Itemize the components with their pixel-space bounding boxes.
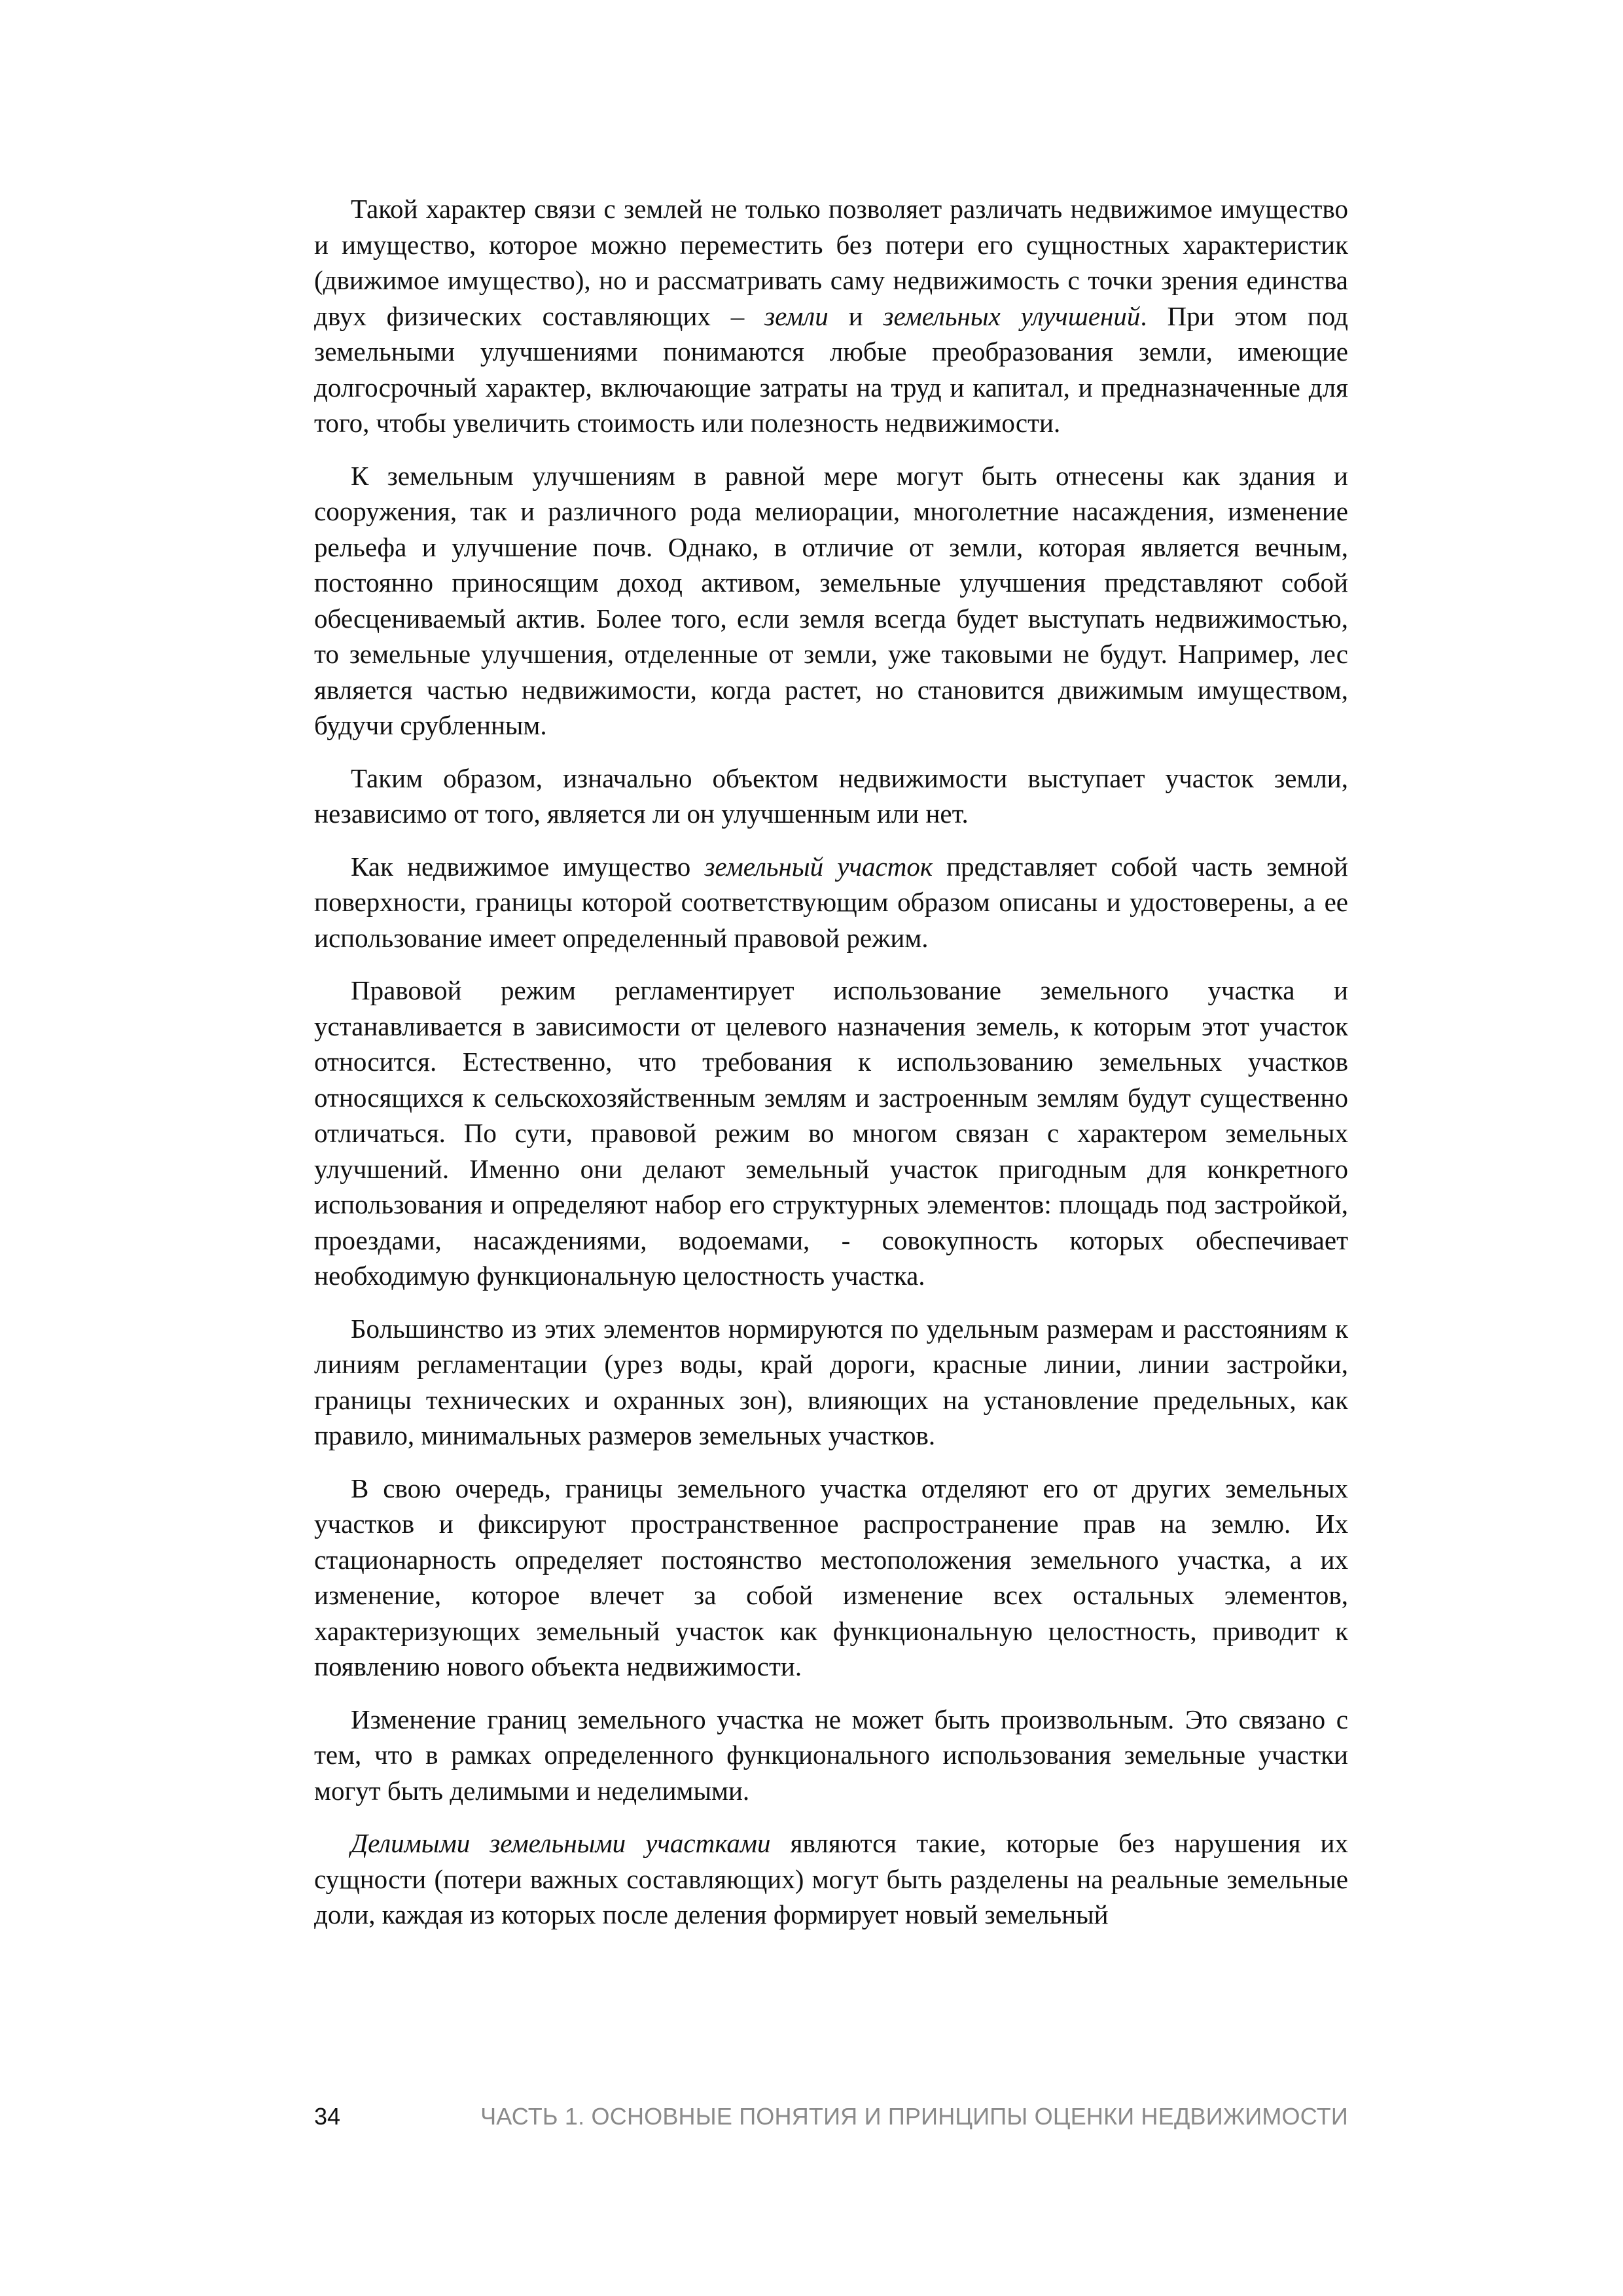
text-run: Такой характер связи с землей не только позволяет различать недвижимое имущество и имущество, которое можно переместить без потери его сущностных характеристик (движимое имущество), но и рассматривать саму недвижимость с точки зрения единства двух физических составляющих –: [314, 194, 1348, 331]
italic-term: земли: [764, 300, 829, 331]
page-footer: [314, 2103, 1348, 2142]
text-run: Большинство из этих элементов нормируются по удельным размерам и расстояниям к линиям регламентации (урез воды, край дороги, красные линии, линии застройки, границы технических и охранных зон), влияющих на установление предельных, как правило, минимальных размеров земельных участков.: [314, 1313, 1348, 1450]
paragraph: [314, 191, 1348, 441]
page-number: 34: [314, 2103, 341, 2130]
paragraph: [314, 1702, 1348, 1809]
paragraph: [314, 1471, 1348, 1685]
italic-term: земельных улучшений: [883, 300, 1141, 331]
paragraph: [314, 849, 1348, 956]
paragraph: [314, 973, 1348, 1294]
text-run: . При этом под земельными улучшениями понимаются любые преобразования земли, имеющие долгосрочный характер, включающие затраты на труд и капитал, и предназначенные для того, чтобы увеличить стоимость или полезность недвижимости.: [314, 300, 1348, 438]
text-run: являются такие, которые без нарушения их сущности (потери важных составляющих) могут быть разделены на реальные земельные доли, каждая из которых после деления формирует новый земельный: [314, 1828, 1348, 1929]
text-run: представляет собой часть земной поверхности, границы которой соответствующим образом описаны и удостоверены, а ее использование имеет определенный правовой режим.: [314, 851, 1348, 953]
text-run: и: [828, 300, 883, 331]
italic-term: Делимыми земельными участками: [351, 1828, 771, 1858]
text-run: Таким образом, изначально объектом недвижимости выступает участок земли, независимо от того, является ли он улучшенным или нет.: [314, 762, 1348, 829]
text-run: Изменение границ земельного участка не может быть произвольным. Это связано с тем, что в рамках определенного функционального использования земельные участки могут быть делимыми и неделимыми.: [314, 1704, 1348, 1806]
text-run: К земельным улучшениям в равной мере могут быть отнесены как здания и сооружения, так и различного рода мелиорации, многолетние насаждения, изменение рельефа и улучшение почв. Однако, в отличие от земли, которая является вечным, постоянно приносящим доход активом, земельные улучшения представляют собой обесцениваемый актив. Более того, если земля всегда будет выступать недвижимостью, то земельные улучшения, отделенные от земли, уже таковыми не будут. Например, лес является частью недвижимости, когда растет, но становится движимым имуществом, будучи срубленным.: [314, 460, 1348, 740]
paragraph: [314, 1311, 1348, 1454]
paragraph: [314, 1825, 1348, 1933]
italic-term: земельный участок: [704, 851, 933, 882]
text-run: Правовой режим регламентирует использование земельного участка и устанавливается в зависимости от целевого назначения земель, к которым этот участок относится. Естественно, что требования к использованию земельных участков относящихся к сельскохозяйственным землям и застроенным землям будут существенно отличаться. По сути, правовой режим во многом связан с характером земельных улучшений. Именно они делают земельный участок пригодным для конкретного использования и определяют набор его структурных элементов: площадь под застройкой, проездами, насаждениями, водоемами, - совокупность которых обеспечивает необходимую функциональную целостность участка.: [314, 975, 1348, 1291]
paragraph: [314, 458, 1348, 744]
body-text: [314, 191, 1348, 1933]
paragraph: [314, 761, 1348, 832]
text-run: Как недвижимое имущество: [351, 851, 705, 882]
text-run: В свою очередь, границы земельного участка отделяют его от других земельных участков и фиксируют пространственное распространение прав на землю. Их стационарность определяет постоянство местоположения земельного участка, а их изменение, которое влечет за собой изменение всех остальных элементов, характеризующих земельный участок как функциональную целостность, приводит к появлению нового объекта недвижимости.: [314, 1473, 1348, 1681]
running-head: ЧАСТЬ 1. ОСНОВНЫЕ ПОНЯТИЯ И ПРИНЦИПЫ ОЦЕНКИ НЕДВИЖИМОСТИ: [480, 2103, 1348, 2130]
